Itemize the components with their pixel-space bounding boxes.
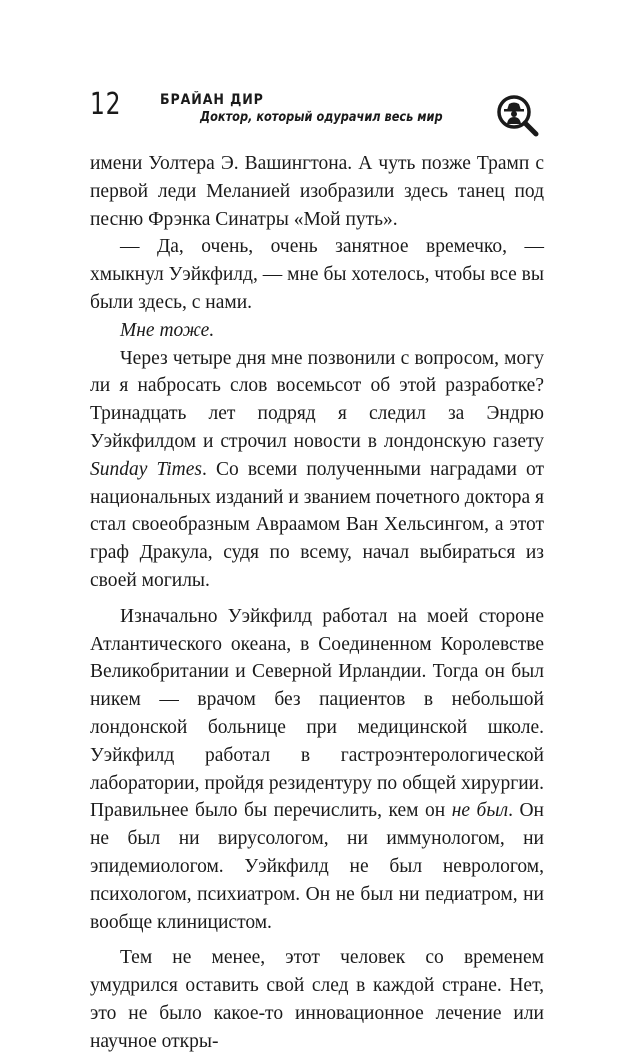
paragraph: имени Уолтера Э. Вашингтона. А чуть позже Трамп с первой леди Меланией изобразили здесь танец под песню Фрэнка Синатры «Мой путь».: [90, 153, 544, 230]
page-header: [0, 0, 619, 150]
body-text: [90, 150, 544, 1056]
paragraph: [90, 603, 544, 937]
italic-text: Sunday Times: [90, 458, 203, 480]
running-head-author: БРАЙАН ДИР: [160, 92, 264, 108]
italic-text: не был: [451, 800, 509, 822]
text-run: . Со всеми полученными наградами от национальных изданий и званием почетного доктора я стал своеобразным Авраамом Ван Хельсингом, а этот граф Дракула, судя по всему, начал выбираться из своей могилы.: [90, 458, 544, 591]
text-run: Через четыре дня мне позвонили с вопросом, могу ли я набросать слов восемьсот об этой разработке? Тринадцать лет подряд я следил за Эндрю Уэйкфилдом и строчил новости в лондонскую газету: [90, 347, 544, 452]
paragraph: — Да, очень, очень занятное времечко, — хмыкнул Уэйкфилд, — мне бы хотелось, чтобы все вы были здесь, с нами.: [90, 236, 544, 313]
text-run: . Он не был ни вирусологом, ни иммунологом, ни эпидемиологом. Уэйкфилд не был неврологом, психологом, психиатром. Он не был ни педиатром, ни вообще клиницистом.: [90, 800, 544, 933]
running-head-title: Доктор, который одурачил весь мир: [200, 109, 443, 125]
text-run: Изначально Уэйкфилд работал на моей стороне Атлантического океана, в Соединенном Королевстве Великобритании и Северной Ирландии. Тогда он был никем — врачом без пациентов в небольшой лондонской больнице при медицинской школе. Уэйкфилд работал в гастроэнтерологической лаборатории, пройдя резидентуру по общей хирургии. Правильнее было бы перечислить, кем он: [90, 605, 544, 822]
paragraph: Тем не менее, этот человек со временем умудрился оставить свой след в каждой стране. Нет, это не было какое-то инновационное лечение или научное откры-: [90, 947, 544, 1052]
paragraph: [90, 345, 544, 595]
italic-text: Мне тоже.: [120, 319, 215, 341]
paragraph: [90, 317, 544, 345]
detective-magnifier-icon: [495, 93, 539, 137]
page-number: 12: [90, 87, 122, 122]
